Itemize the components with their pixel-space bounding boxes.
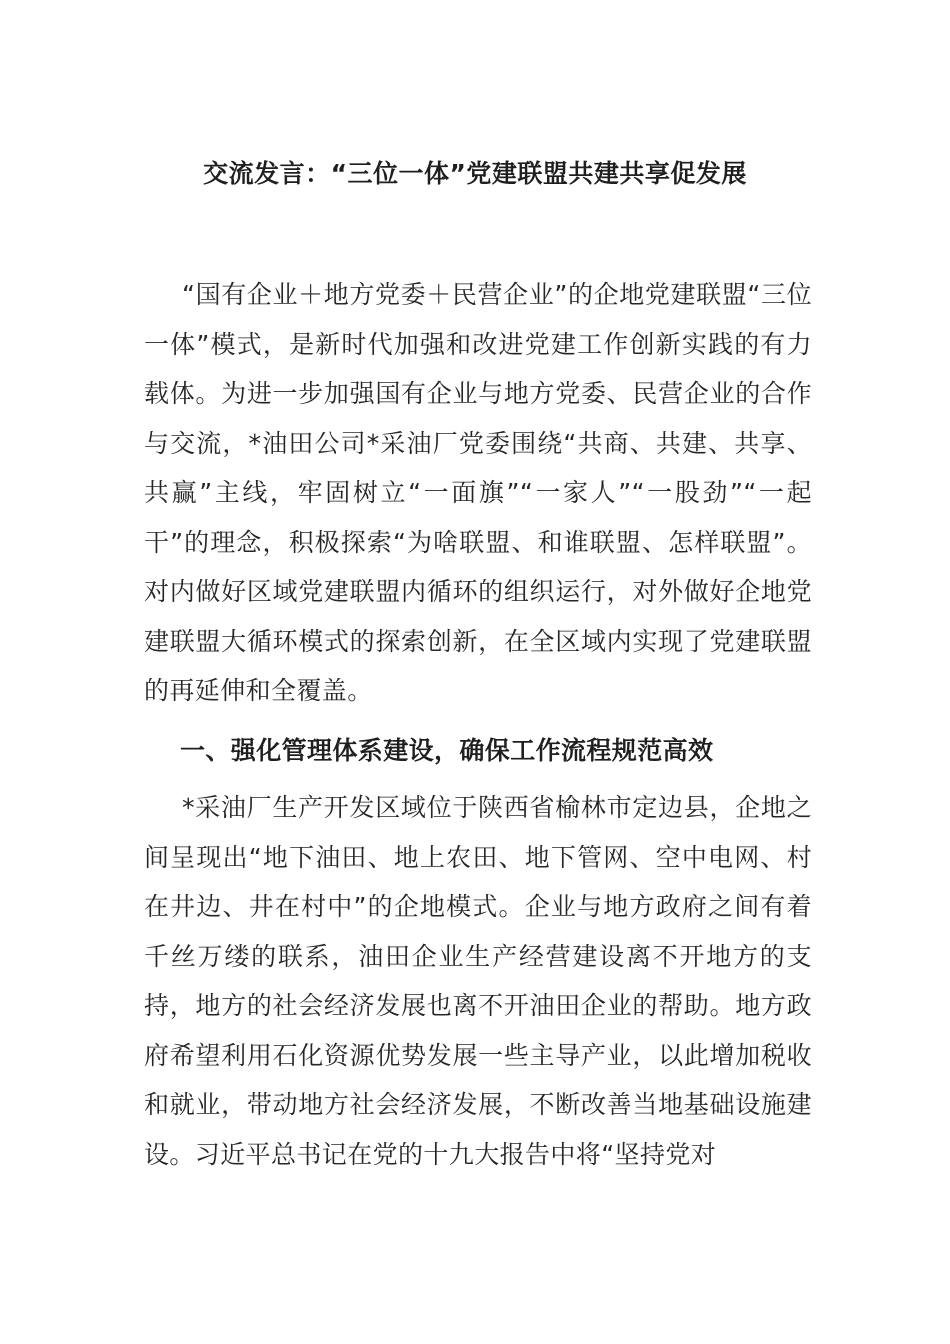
intro-paragraph: “国有企业＋地方党委＋民营企业”的企地党建联盟“三位一体”模式，是新时代加强和改进党建工作创新实践的有力载体。为进一步加强国有企业与地方党委、民营企业的合作与交流，*油田公司*采油厂党委围绕“共商、共建、共享、共赢”主线，牢固树立“一面旗”“一家人”“一股劲”“一起干”的理念，积极探索“为啥联盟、和谁联盟、怎样联盟”。对内做好区域党建联盟内循环的组织运行，对外做好企地党建联盟大循环模式的探索创新，在全区域内实现了党建联盟的再延伸和全覆盖。 xyxy=(144,280,812,705)
section-heading: 一、强化管理体系建设，确保工作流程规范高效 xyxy=(180,736,714,765)
section-paragraph: *采油厂生产开发区域位于陕西省榆林市定边县，企地之间呈现出“地下油田、地上农田、地下管网、空中电网、村在井边、井在村中”的企地模式。企业与地方政府之间有着千丝万缕的联系，油田企业生产经营建设离不开地方的支持，地方的社会经济发展也离不开油田企业的帮助。地方政府希望利用石化资源优势发展一些主导产业，以此增加税收和就业，带动地方社会经济发展，不断改善当地基础设施建设。习近平总书记在党的十九大报告中将“坚持党对 xyxy=(144,793,812,1169)
document-title: 交流发言：“三位一体”党建联盟共建共享促发展 xyxy=(203,159,747,188)
